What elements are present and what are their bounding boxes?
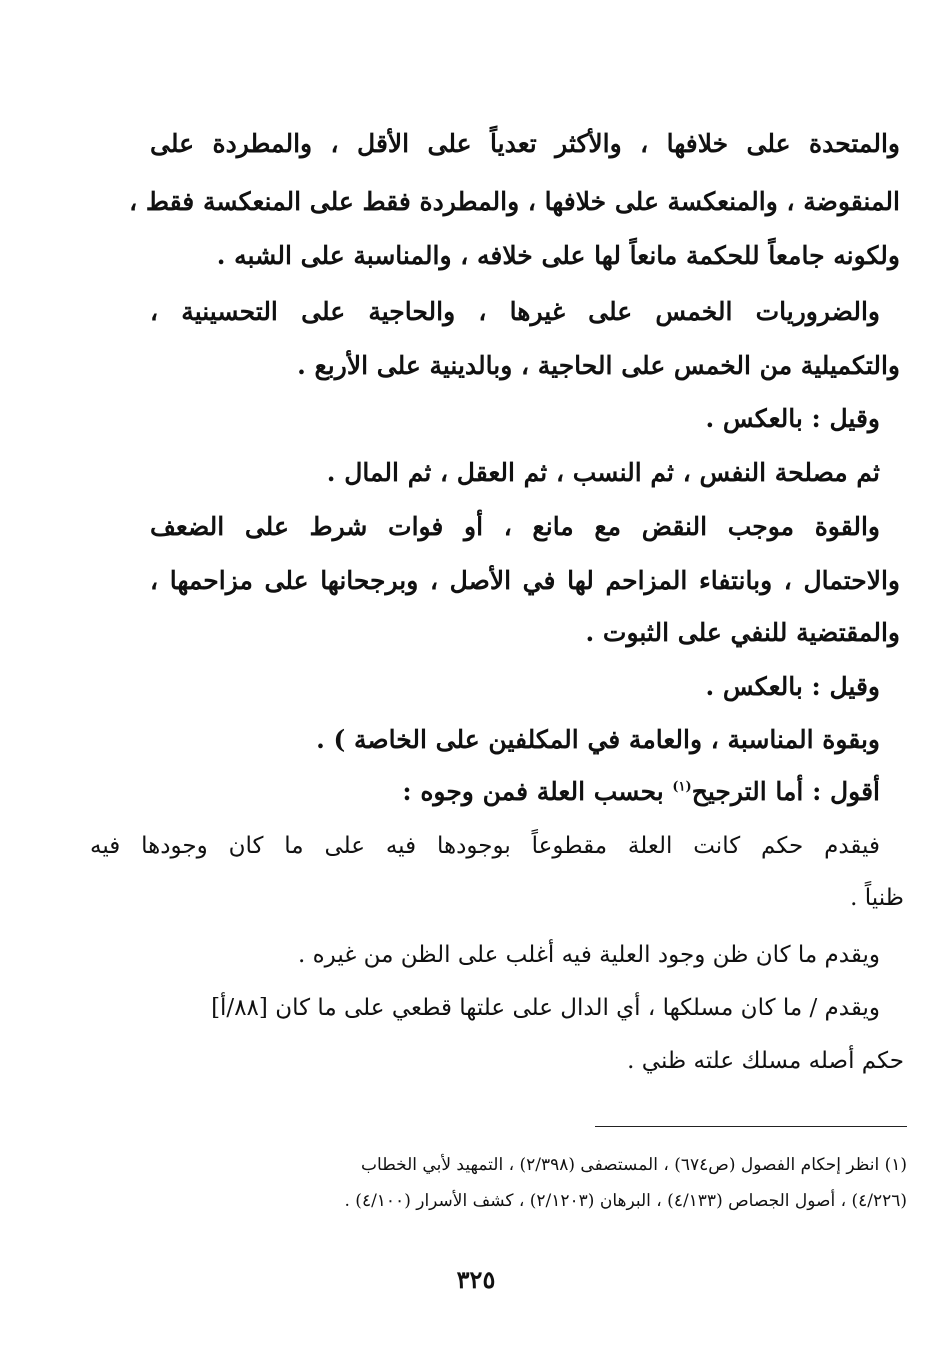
body-text-line: ظنياً . [850,885,904,911]
commentary-intro-text-cont: بحسب العلة فمن وجوه : [402,777,673,806]
main-text-line: والمتحدة على خلافها ، والأكثر تعدياً على الأقل ، والمطردة على [150,129,900,158]
main-text-line: والقوة موجب النقض مع مانع ، أو فوات شرط على الضعف [150,512,880,541]
commentary-intro-text: أقول : أما الترجيح [691,777,880,806]
body-text-line: حكم أصله مسلك علته ظني . [627,1048,904,1074]
main-text-line: والضروريات الخمس على غيرها ، والحاجية على التحسينية ، [150,297,880,326]
main-text-line: وبقوة المناسبة ، والعامة في المكلفين على الخاصة ) . [316,725,880,754]
commentary-intro-line [402,773,880,811]
main-text-line: والاحتمال ، وبانتفاء المزاحم لها في الأصل ، وبرجحانها على مزاحمها ، [150,566,900,595]
footnote-line: (٤/٢٢٦) ، أصول الجصاص (٤/١٣٣) ، البرهان (٢/١٢٠٣) ، كشف الأسرار (٤/١٠٠) . [344,1191,907,1211]
main-text-line: والمقتضية للنفي على الثبوت . [585,618,900,647]
main-text-line: وقيل : بالعكس . [705,672,880,701]
main-text-line: وقيل : بالعكس . [705,404,880,433]
footnote-separator [595,1126,907,1127]
page-number: ٣٢٥ [456,1265,496,1294]
main-text-line: ولكونه جامعاً للحكمة مانعاً لها على خلافه ، والمناسبة على الشبه . [216,241,900,270]
body-text: ويقدم / ما كان مسلكها ، أي الدال على علتها قطعي على ما كان [275,995,880,1021]
body-text-line: ويقدم ما كان ظن وجود العلية فيه أغلب على الظن من غيره . [297,942,880,968]
body-text-line [90,990,880,1026]
footnote-reference: (١) [672,779,692,795]
main-text-line: ثم مصلحة النفس ، ثم النسب ، ثم العقل ، ثم المال . [326,458,880,487]
main-text-line: والتكميلية من الخمس على الحاجية ، وبالدينية على الأربع . [297,351,900,380]
body-text-line: فيقدم حكم كانت العلة مقطوعاً بوجودها فيه على ما كان وجودها فيه [90,833,880,859]
main-text-line: المنقوضة ، والمنعكسة على خلافها ، والمطردة فقط على المنعكسة فقط ، [129,187,900,216]
footnote-line: (١) انظر إحكام الفصول (ص٦٧٤) ، المستصفى (٢/٣٩٨) ، التمهيد لأبي الخطاب [361,1155,907,1175]
manuscript-folio-marker: [٨٨/أ] [211,995,268,1021]
